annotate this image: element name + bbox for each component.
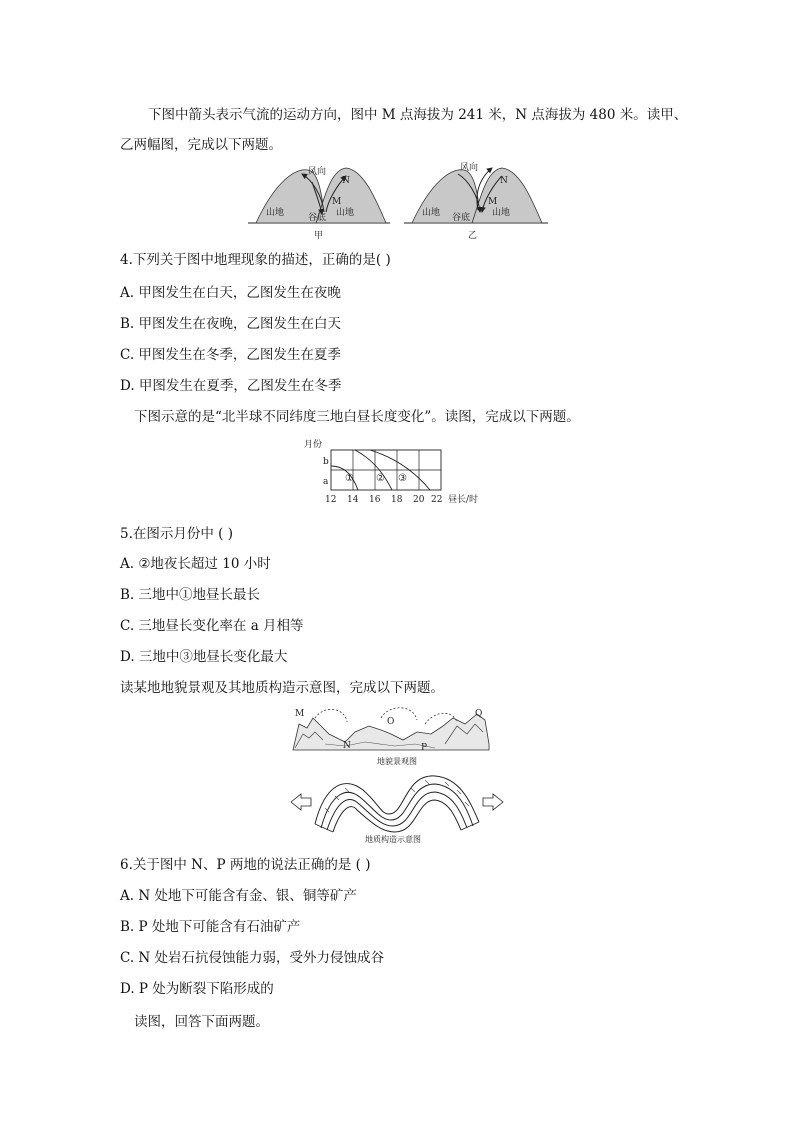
wind-label-yi: 风向 xyxy=(460,163,479,173)
y-tick-b: b xyxy=(323,457,329,467)
region-3: ③ xyxy=(398,473,407,484)
compression-arrow-left xyxy=(291,794,311,810)
point-p: P xyxy=(421,743,428,753)
figure-label-yi: 乙 xyxy=(468,231,478,241)
question-6-option-a: A. N 处地下可能含有金、银、铜等矿产 xyxy=(120,888,357,904)
wind-label-jia: 风向 xyxy=(308,167,327,177)
y-tick-a: a xyxy=(323,477,329,487)
figure-jia xyxy=(248,165,390,241)
caption-geology: 地质构造示意图 xyxy=(365,835,421,844)
question-5-stem: 5.在图示月份中 ( ) xyxy=(120,526,233,542)
question-4-stem: 4.下列关于图中地理现象的描述，正确的是( ) xyxy=(120,252,391,268)
point-q: Q xyxy=(475,709,483,719)
question-4-option-d: D. 甲图发生在夏季，乙图发生在冬季 xyxy=(120,378,342,394)
m-label-jia: M xyxy=(332,197,342,207)
intro-text-2: 下图示意的是“北半球不同纬度三地白昼长度变化”。读图，完成以下两题。 xyxy=(134,409,580,425)
valley-wind-figure xyxy=(246,160,550,242)
intro-text-4: 读图，回答下面两题。 xyxy=(134,1014,269,1030)
n-label-jia: N xyxy=(342,176,350,186)
intro-text-3: 读某地地貌景观及其地质构造示意图，完成以下两题。 xyxy=(120,680,444,696)
question-5-option-d: D. 三地中③地昼长变化最大 xyxy=(120,649,288,665)
mountain-label-yi-left: 山地 xyxy=(422,208,441,218)
question-5-option-a: A. ②地夜长超过 10 小时 xyxy=(120,556,271,572)
point-n: N xyxy=(343,741,351,751)
fold-structure-sketch xyxy=(291,776,503,832)
question-6-option-d: D. P 处为断裂下陷形成的 xyxy=(120,981,274,997)
point-o: O xyxy=(387,717,395,727)
valley-label-yi: 谷底 xyxy=(452,213,471,223)
valley-label-jia: 谷底 xyxy=(308,213,327,223)
intro-text-1: 下图中箭头表示气流的运动方向，图中 M 点海拔为 241 米，N 点海拔为 480 米。读甲、 xyxy=(148,107,688,123)
mountain-label-yi-right: 山地 xyxy=(492,208,511,218)
x-tick-14: 14 xyxy=(347,495,359,505)
x-axis-unit: 昼长/时 xyxy=(448,495,479,505)
question-5-option-b: B. 三地中①地昼长最长 xyxy=(120,587,261,603)
intro-text-1b: 乙两幅图，完成以下两题。 xyxy=(120,137,282,153)
mountain-label-jia-left: 山地 xyxy=(266,208,285,218)
m-label-yi: M xyxy=(488,197,498,207)
question-6-option-b: B. P 处地下可能含有石油矿产 xyxy=(120,919,301,935)
x-tick-18: 18 xyxy=(391,495,403,505)
caption-landform: 地貌景观图 xyxy=(377,757,417,766)
question-4-option-c: C. 甲图发生在冬季，乙图发生在夏季 xyxy=(120,347,341,363)
question-6-option-c: C. N 处岩石抗侵蚀能力弱，受外力侵蚀成谷 xyxy=(120,950,385,966)
landform-figure xyxy=(285,704,510,844)
region-1: ① xyxy=(345,473,354,484)
x-tick-12: 12 xyxy=(325,495,337,505)
question-4-option-a: A. 甲图发生在白天，乙图发生在夜晚 xyxy=(120,285,341,301)
compression-arrow-right xyxy=(483,794,503,810)
region-2: ② xyxy=(376,473,385,484)
figure-label-jia: 甲 xyxy=(314,231,324,241)
x-tick-22: 22 xyxy=(431,495,443,505)
x-tick-16: 16 xyxy=(369,495,381,505)
point-m: M xyxy=(295,709,305,719)
x-tick-20: 20 xyxy=(413,495,425,505)
question-6-stem: 6.关于图中 N、P 两地的说法正确的是 ( ) xyxy=(120,857,371,873)
daylength-figure xyxy=(300,436,500,506)
n-label-yi: N xyxy=(500,176,508,186)
mountain-label-jia-right: 山地 xyxy=(336,208,355,218)
y-axis-label: 月份 xyxy=(304,440,323,450)
figure-yi xyxy=(404,161,548,241)
question-4-option-b: B. 甲图发生在夜晚，乙图发生在白天 xyxy=(120,316,342,332)
question-5-option-c: C. 三地昼长变化率在 a 月相等 xyxy=(120,618,304,634)
landscape-sketch xyxy=(293,708,489,753)
